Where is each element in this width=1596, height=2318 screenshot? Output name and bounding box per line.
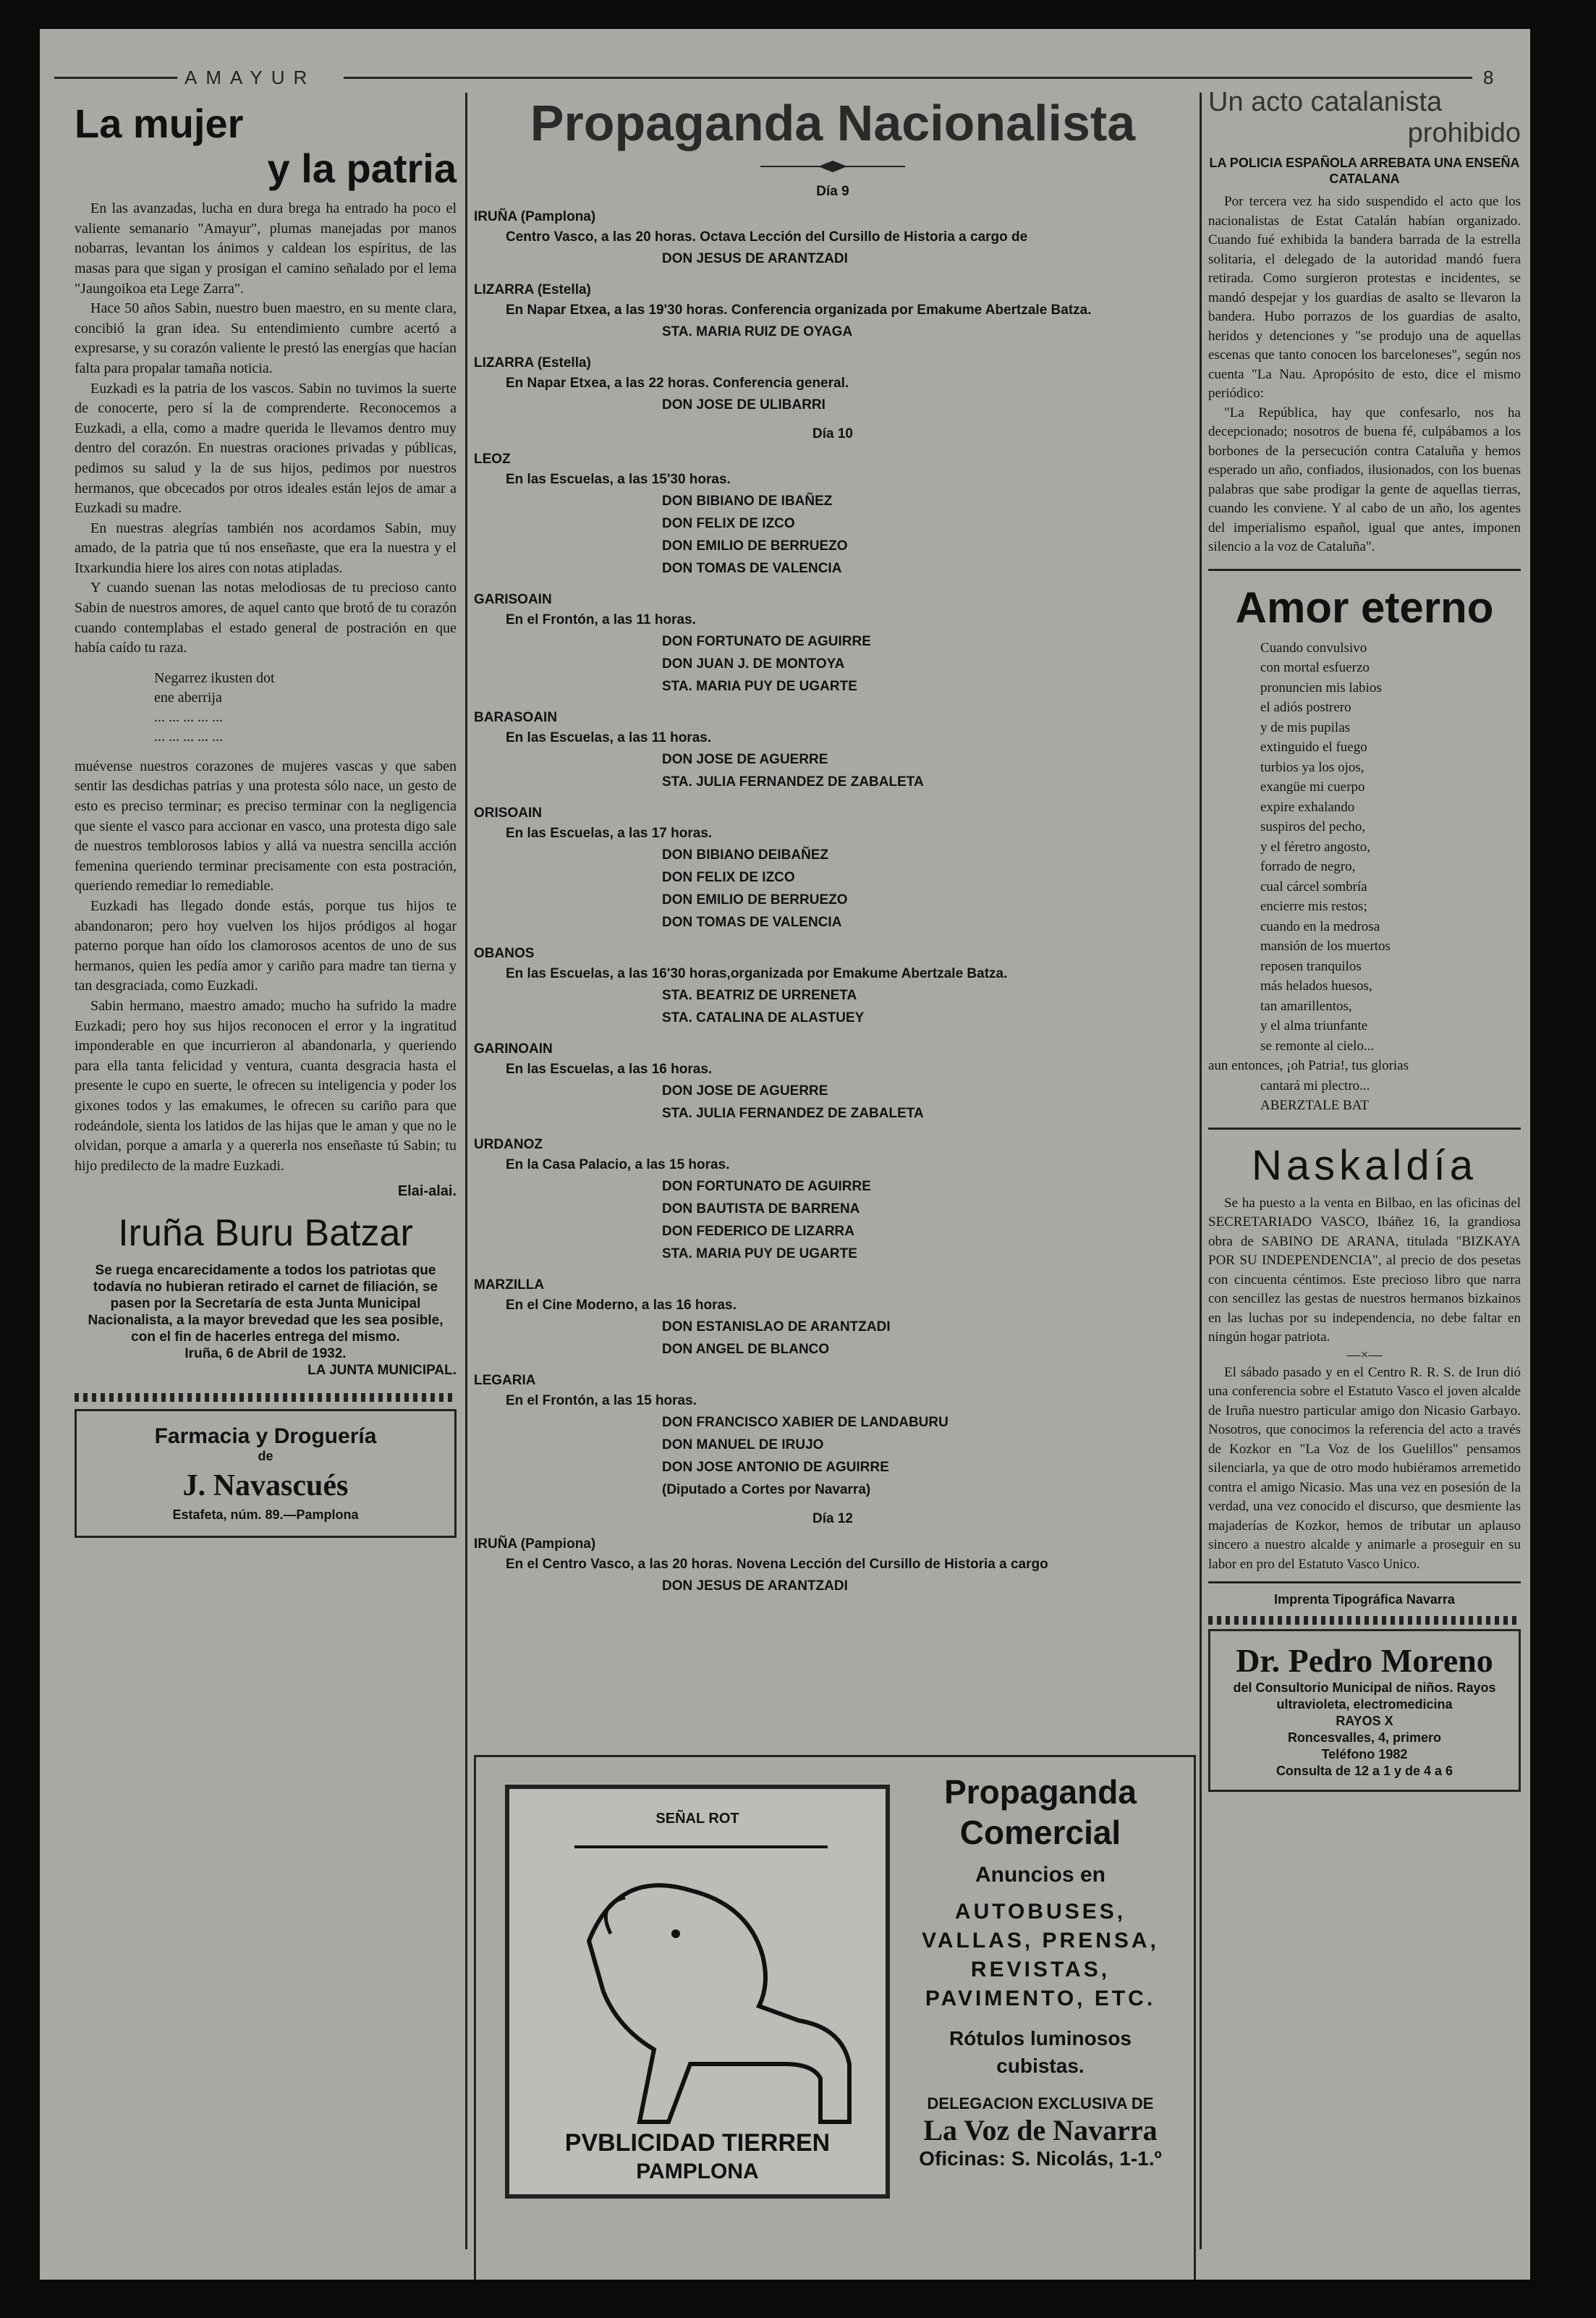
event-description: En el Cine Moderno, a las 16 horas. (506, 1298, 737, 1313)
pharmacy-ad-line2: de (258, 1449, 273, 1464)
event-speaker: DON FEDERICO DE LIZARRA (662, 1224, 854, 1239)
lion-ad-caption2: PAMPLONA (636, 2160, 759, 2183)
paragraph: Por tercera vez ha sido suspendido el acto que los nacionalistas de Estat Catalán habían organizado. Cuando fué exhibida la bandera barrada de la estrella solitaria, el delegado de la autoridad mandó fuera retirada. Como surgieron protestas e incidentes, se mandó despejar y los guardias de asalto se llevaron la bandera. Hubo porrazos de los guardias de asalto, heridos y detenciones y "se produjo una de aquellas escenas que tanto conocen los barceloneses", según nos cuenta "La Nau. Apropósito de esto, dice el mismo periódico: (1208, 194, 1521, 401)
poem-line: y de mis pupilas (1260, 719, 1351, 735)
commercial-item: PAVIMENTO, ETC. (925, 1987, 1156, 2010)
poem-line: y el alma triunfante (1260, 1018, 1368, 1033)
notice-title: Iruña Buru Batzar (118, 1212, 413, 1255)
poem-line: expire exhalando (1260, 799, 1355, 815)
doctor-line: Consulta de 12 a 1 y de 4 a 6 (1275, 1764, 1453, 1778)
event-speaker: DON FORTUNATO DE AGUIRRE (662, 634, 871, 649)
imprenta-label: Imprenta Tipográfica Navarra (1274, 1592, 1455, 1607)
event-description: En las Escuelas, a las 11 horas. (506, 730, 712, 745)
paragraph: "La República, hay que confesarlo, nos ha decepcionado; nosotros de buena fé, culpábamos a los borbones de la persecución contra Cataluña y hemos esperado un año, confiados, ilusionados, con los buenas palabras que sabe prodigar la gente de aquellas tierras, cuando les conviene. Y al cabo de un año, los agentes del imperialismo español, igual que antes, imponen silencio a la voz de Cataluña". (1208, 405, 1521, 554)
event (474, 944, 1192, 1029)
event-speaker: STA. MARIA PUY DE UGARTE (662, 1246, 857, 1261)
event (474, 280, 1192, 343)
event-town: BARASOAIN (474, 710, 558, 725)
title-line-2: prohibido (1407, 118, 1521, 148)
poem-line: y el féretro angosto, (1260, 839, 1370, 855)
event-speaker: DON MANUEL DE IRUJO (662, 1437, 824, 1452)
poem-line: con mortal esfuerzo (1260, 660, 1370, 675)
title-line-1: La mujer (75, 101, 244, 146)
commercial-lum1: Rótulos luminosos (949, 2027, 1132, 2050)
header-rule-left (54, 77, 177, 79)
verse-line: ene aberrija (154, 689, 222, 706)
poem-line: cuando en la medrosa (1260, 918, 1380, 934)
poem-line: turbios ya los ojos, (1260, 759, 1364, 775)
event-description: En las Escuelas, a las 15'30 horas. (506, 472, 731, 487)
event-speaker: DON JOSE DE ULIBARRI (662, 397, 825, 413)
paragraph: Sabin hermano, maestro amado; mucho ha sufrido la madre Euzkadi; pero hoy sus hijos reconocen el error y la ingratitud imponderable en que incurrieron al abandonarla, y queriendo para ella tanta felicidad y ventura, cuanta desgracia hasta el presente le cupo en suerte, le ofrecen su inteligencia y poder los gixones todos y las emakumes, le ofrecen su cariño para que rodeándole, sienta los latidos de las hijas que le aman y que no le olvidan, porque a amarla y a quererla nos enseñaste tú Sabin; tu hijo predilecto de la madre Euzkadi. (75, 997, 457, 1174)
event-description: Centro Vasco, a las 20 horas. Octava Lección del Cursillo de Historia a cargo de (506, 229, 1028, 245)
event (474, 708, 1192, 793)
notice-body (75, 1262, 457, 1379)
doctor-ad (1208, 1629, 1521, 1792)
column-left (75, 101, 457, 1538)
ad-block (474, 1755, 1196, 2280)
poem-line: encierre mis restos; (1260, 899, 1367, 914)
day-heading: Día 9 (816, 184, 849, 199)
divider (1208, 569, 1521, 571)
event-speaker: DON EMILIO DE BERRUEZO (662, 538, 848, 554)
lion-ad-caption1: PVBLICIDAD TIERREN (564, 2129, 831, 2157)
pharmacy-ad-line1: Farmacia y Droguería (154, 1424, 377, 1449)
event-speaker: DON JOSE ANTONIO DE AGUIRRE (662, 1460, 889, 1475)
event-town: GARINOAIN (474, 1041, 553, 1057)
commercial-lum2: cubistas. (996, 2055, 1084, 2077)
event-speaker: STA. JULIA FERNANDEZ DE ZABALETA (662, 774, 924, 790)
event (474, 803, 1192, 934)
poem-line: extinguido el fuego (1260, 740, 1367, 755)
verse (75, 669, 457, 747)
event-speaker: STA. MARIA PUY DE UGARTE (662, 679, 857, 694)
event-description: En Napar Etxea, a las 19'30 horas. Conferencia organizada por Emakume Abertzale Batza. (506, 303, 1092, 318)
event-town: IRUÑA (Pamplona) (474, 209, 596, 224)
divider (1208, 1128, 1521, 1130)
article-title-mujer (75, 101, 457, 190)
event-speaker: DON BAUTISTA DE BARRENA (662, 1201, 860, 1217)
title-line-1: Un acto catalanista (1208, 87, 1443, 117)
commercial-title1: Propaganda (944, 1773, 1137, 1811)
event-town: URDANOZ (474, 1137, 543, 1152)
poem-line: tan amarillentos, (1260, 998, 1352, 1014)
commercial-sub: Anuncios en (975, 1863, 1105, 1887)
event-town: LIZARRA (Estella) (474, 282, 591, 297)
event-speaker: DON JESUS DE ARANTZADI (662, 1578, 848, 1594)
event-speaker: (Diputado a Cortes por Navarra) (662, 1482, 871, 1497)
commercial-voz: La Voz de Navarra (923, 2114, 1158, 2146)
event-town: IRUÑA (Pampiona) (474, 1536, 596, 1552)
commercial-list (896, 1898, 1185, 2013)
event-speaker: STA. JULIA FERNANDEZ DE ZABALETA (662, 1106, 924, 1121)
divider (1208, 1581, 1521, 1583)
event-speaker: DON TOMAS DE VALENCIA (662, 915, 842, 930)
event-description: En las Escuelas, a las 17 horas. (506, 826, 713, 841)
paragraph: En las avanzadas, lucha en dura brega ha entrado ha poco el valiente semanario "Amayur", plumas manejadas por manos nobarras, levantan los ánimos y caldean los espíritus, de las masas para que sigan y prosigan el camino señalado por el lema "Jaungoikoa eta Lege Zarra". (75, 200, 457, 297)
event-speaker: STA. MARIA RUIZ DE OYAGA (662, 324, 853, 339)
event-speaker: DON FELIX DE IZCO (662, 516, 795, 531)
pharmacy-ad-address: Estafeta, núm. 89.—Pamplona (172, 1507, 359, 1523)
poem-line: se remonte al cielo... (1260, 1038, 1375, 1054)
event-description: En el Frontón, a las 11 horas. (506, 612, 696, 627)
verse-line: ... ... ... ... ... (154, 708, 223, 725)
column-rule-2 (1200, 93, 1202, 2249)
event-description: En el Centro Vasco, a las 20 horas. Novena Lección del Cursillo de Historia a cargo (506, 1557, 1048, 1572)
event-town: GARISOAIN (474, 592, 552, 607)
poem-line: exangüe mi cuerpo (1260, 779, 1365, 795)
notice-text: Se ruega encarecidamente a todos los patriotas que todavía no hubieran retirado el carnet de filiación, se pasen por la Secretaría de esta Junta Municipal Nacionalista, a la mayor brevedad que les sea posible, con el fin de hacerles entrega del mismo. (88, 1263, 443, 1345)
paragraph: Euzkadi has llegado donde estás, porque tus hijos te abandonaron; pero hoy vuelven los hijos pródigos al hogar paterno porque han oído los clamorosos acentos de uno de sus hermanos, quien les pedía amor y cariño para madre tan tierna y tan desgraciada, como Euzkadi. (75, 898, 457, 994)
paragraph: Hace 50 años Sabin, nuestro buen maestro, en su mente clara, concibió la gran idea. Su entendimiento cumbre acertó a expresarse, y su corazón valiente le prestó las energías que hacían falta para propalar tamaña noticia. (75, 300, 457, 376)
title-line-2: y la patria (267, 145, 457, 191)
notice-signature: LA JUNTA MUNICIPAL. (307, 1363, 457, 1379)
catalan-article-subtitle: LA POLICIA ESPAÑOLA ARREBATA UNA ENSEÑA CATALANA (1209, 156, 1520, 186)
event-speaker: DON BIBIANO DE IBAÑEZ (662, 494, 833, 509)
catalan-article-title (1208, 87, 1521, 149)
commercial-delegation: DELEGACION EXCLUSIVA DE (927, 2094, 1154, 2112)
poem-signature: ABERZTALE BAT (1260, 1098, 1369, 1113)
event-speaker: DON TOMAS DE VALENCIA (662, 561, 842, 576)
verse-line: Negarrez ikusten dot (154, 669, 275, 686)
header-rule-right (344, 77, 1472, 79)
event-speaker: DON JESUS DE ARANTZADI (662, 251, 848, 266)
notice-date: Iruña, 6 de Abril de 1932. (184, 1346, 347, 1362)
separator: —×— (1346, 1347, 1383, 1363)
event-speaker: STA. CATALINA DE ALASTUEY (662, 1010, 865, 1025)
paragraph: muévense nuestros corazones de mujeres vascas y que saben sentir las desdichas patrias y una protesta sólo nace, un gesto de esto es preciso terminar; es preciso terminar con la negligencia que siente el vasco para accionar en vasco, una protesta digo sale de nuestros temblorosos labios y allá va nuestra sencilla acción femenina queriendo terminar precisamente con esta postración, queriendo remediar lo remediable. (75, 758, 457, 894)
event-speaker: DON ESTANISLAO DE ARANTZADI (662, 1319, 891, 1334)
poem-line: cantará mi plectro... (1260, 1078, 1370, 1094)
newspaper-page (40, 29, 1530, 2280)
masthead-name: AMAYUR (184, 67, 316, 88)
day-heading: Día 12 (812, 1511, 853, 1526)
event-schedule (474, 184, 1192, 1597)
event-description: En las Escuelas, a las 16 horas. (506, 1062, 713, 1077)
lion-ad-top: SEÑAL ROT (655, 1811, 739, 1827)
event-description: En la Casa Palacio, a las 15 horas. (506, 1157, 730, 1172)
pharmacy-ad-name: J. Navascués (182, 1469, 349, 1503)
commercial-oficinas: Oficinas: S. Nicolás, 1-1.º (919, 2147, 1162, 2170)
event-speaker: DON FELIX DE IZCO (662, 870, 795, 885)
poem-line: suspiros del pecho, (1260, 819, 1366, 834)
event-speaker: DON BIBIANO DEIBAÑEZ (662, 847, 829, 863)
pharmacy-ad (75, 1409, 457, 1538)
event-town: MARZILLA (474, 1277, 545, 1293)
event-speaker: DON FRANCISCO XABIER DE LANDABURU (662, 1415, 948, 1430)
event-description: En las Escuelas, a las 16'30 horas,organizada por Emakume Abertzale Batza. (506, 966, 1008, 981)
poem-line: mansión de los muertos (1260, 939, 1391, 954)
event-town: OBANOS (474, 946, 535, 961)
page-number: 8 (1483, 67, 1494, 88)
event (474, 1534, 1192, 1597)
event-speaker: DON ANGEL DE BLANCO (662, 1342, 830, 1357)
poem (1208, 638, 1521, 1096)
event (474, 1371, 1192, 1501)
decorative-border (1208, 1616, 1521, 1625)
poem-line: aun entonces, ¡oh Patria!, tus glorias (1208, 1058, 1409, 1073)
ornament-icon (474, 156, 1192, 177)
poem-line: más helados huesos, (1260, 978, 1372, 994)
naskaldia-title: Naskaldía (1252, 1141, 1477, 1189)
lion-ad (505, 1785, 890, 2199)
propaganda-title: Propaganda Nacionalista (530, 95, 1136, 151)
doctor-line: Teléfono 1982 (1321, 1747, 1408, 1761)
paragraph: Y cuando suenan las notas melodiosas de tu precioso canto Sabin de nuestros amores, de aquel canto que brotó de tu corazón cuando contemplabas el estado general de postración en que había caído tu raza. (75, 580, 457, 656)
event-speaker: DON JUAN J. DE MONTOYA (662, 656, 845, 672)
event-town: LEOZ (474, 452, 511, 467)
event-town: LIZARRA (Estella) (474, 355, 591, 371)
doctor-name: Dr. Pedro Moreno (1236, 1642, 1493, 1679)
column-right (1208, 87, 1521, 1792)
paragraph: El sábado pasado y en el Centro R. R. S. de Irun dió una conferencia sobre el Estatuto Vasco el joven alcalde de Iruña nuestro particular amigo don Nicasio Garbayo. Nosotros, que conocimos la referencia del acto a través de Kozkor en "La Voz de los Guelillos" pensamos silenciarla, ya que de otro modo hubiéramos arremetido contra el amigo Nicasio. Mas una vez en posesión de la verdad, una vez conocido el discurso, que desmiente las majaderías de Kozkor, hemos de tributar un aplauso sincero a nuestro alcalde y animarle a proseguir en su labor en pro del Estatuto Vasco Unico. (1208, 1364, 1521, 1572)
verse-line: ... ... ... ... ... (154, 728, 223, 745)
event (474, 1275, 1192, 1361)
event (474, 353, 1192, 416)
poem-line: cual cárcel sombría (1260, 879, 1367, 894)
day-heading: Día 10 (812, 426, 853, 441)
poem-line: reposen tranquilos (1260, 958, 1362, 974)
paragraph: En nuestras alegrías también nos acordamos Sabin, muy amado, de la patria que tú nos enseñaste, que era la nuestra y el Itxarkundia hiere los aires con notas atipladas. (75, 520, 457, 576)
paragraph: Euzkadi es la patria de los vascos. Sabin no tuvimos la suerte de conocerte, pero sí la de comprenderte. Reconocemos a Euzkadi, a ella, como a madre querida le llevamos dentro muy dentro del corazón. En nuestras oraciones privadas y públicas, pedimos su salud y la de sus hijos, pedimos por nuestros hermanos, que obcecados por otros ideales están lejos de amar a Euzkadi su madre. (75, 380, 457, 517)
article-signature: Elai-alai. (397, 1183, 457, 1200)
commercial-item: VALLAS, PRENSA, (922, 1929, 1159, 1953)
commercial-title2: Comercial (959, 1814, 1121, 1851)
event (474, 1039, 1192, 1125)
event (474, 449, 1192, 580)
event-description: En Napar Etxea, a las 22 horas. Conferencia general. (506, 376, 849, 391)
commercial-item: AUTOBUSES, (954, 1900, 1126, 1924)
event-town: ORISOAIN (474, 805, 542, 821)
event (474, 1135, 1192, 1265)
commercial-ad (896, 1772, 1185, 2170)
event-town: LEGARIA (474, 1373, 536, 1388)
doctor-line: del Consultorio Municipal de niños. Rayos ultravioleta, electromedicina (1233, 1680, 1496, 1712)
event-speaker: STA. BEATRIZ DE URRENETA (662, 988, 857, 1003)
poem-title: Amor eterno (1235, 583, 1494, 632)
commercial-item: REVISTAS, (970, 1958, 1111, 1981)
event (474, 207, 1192, 270)
event-speaker: DON EMILIO DE BERRUEZO (662, 892, 848, 908)
doctor-line: RAYOS X (1336, 1714, 1393, 1728)
column-center (474, 94, 1192, 2183)
decorative-border (75, 1393, 457, 1402)
paragraph: Se ha puesto a la venta en Bilbao, en las oficinas del SECRETARIADO VASCO, Ibáñez 16, la grandiosa obra de SABINO DE ARANA, titulada "BIZKAYA POR SU INDEPENDENCIA", al precio de dos pesetas con cincuenta céntimos. Este precioso libro que narra con sencillez las gestas de nuestros hermanos bizkainos en las luchas por su independencia, no debe faltar en ningún hogar patriota. (1208, 1195, 1521, 1345)
poem-line: Cuando convulsivo (1260, 640, 1367, 656)
column-rule-1 (465, 93, 467, 2249)
event-speaker: DON JOSE DE AGUERRE (662, 752, 828, 767)
poem-line: el adiós postrero (1260, 700, 1351, 715)
doctor-line: Roncesvalles, 4, primero (1287, 1730, 1442, 1745)
event (474, 590, 1192, 698)
poem-line: forrado de negro, (1260, 859, 1356, 874)
poem-line: pronuncien mis labios (1260, 680, 1382, 695)
event-description: En el Frontón, a las 15 horas. (506, 1393, 697, 1408)
event-speaker: DON JOSE DE AGUERRE (662, 1083, 828, 1099)
event-speaker: DON FORTUNATO DE AGUIRRE (662, 1179, 871, 1194)
